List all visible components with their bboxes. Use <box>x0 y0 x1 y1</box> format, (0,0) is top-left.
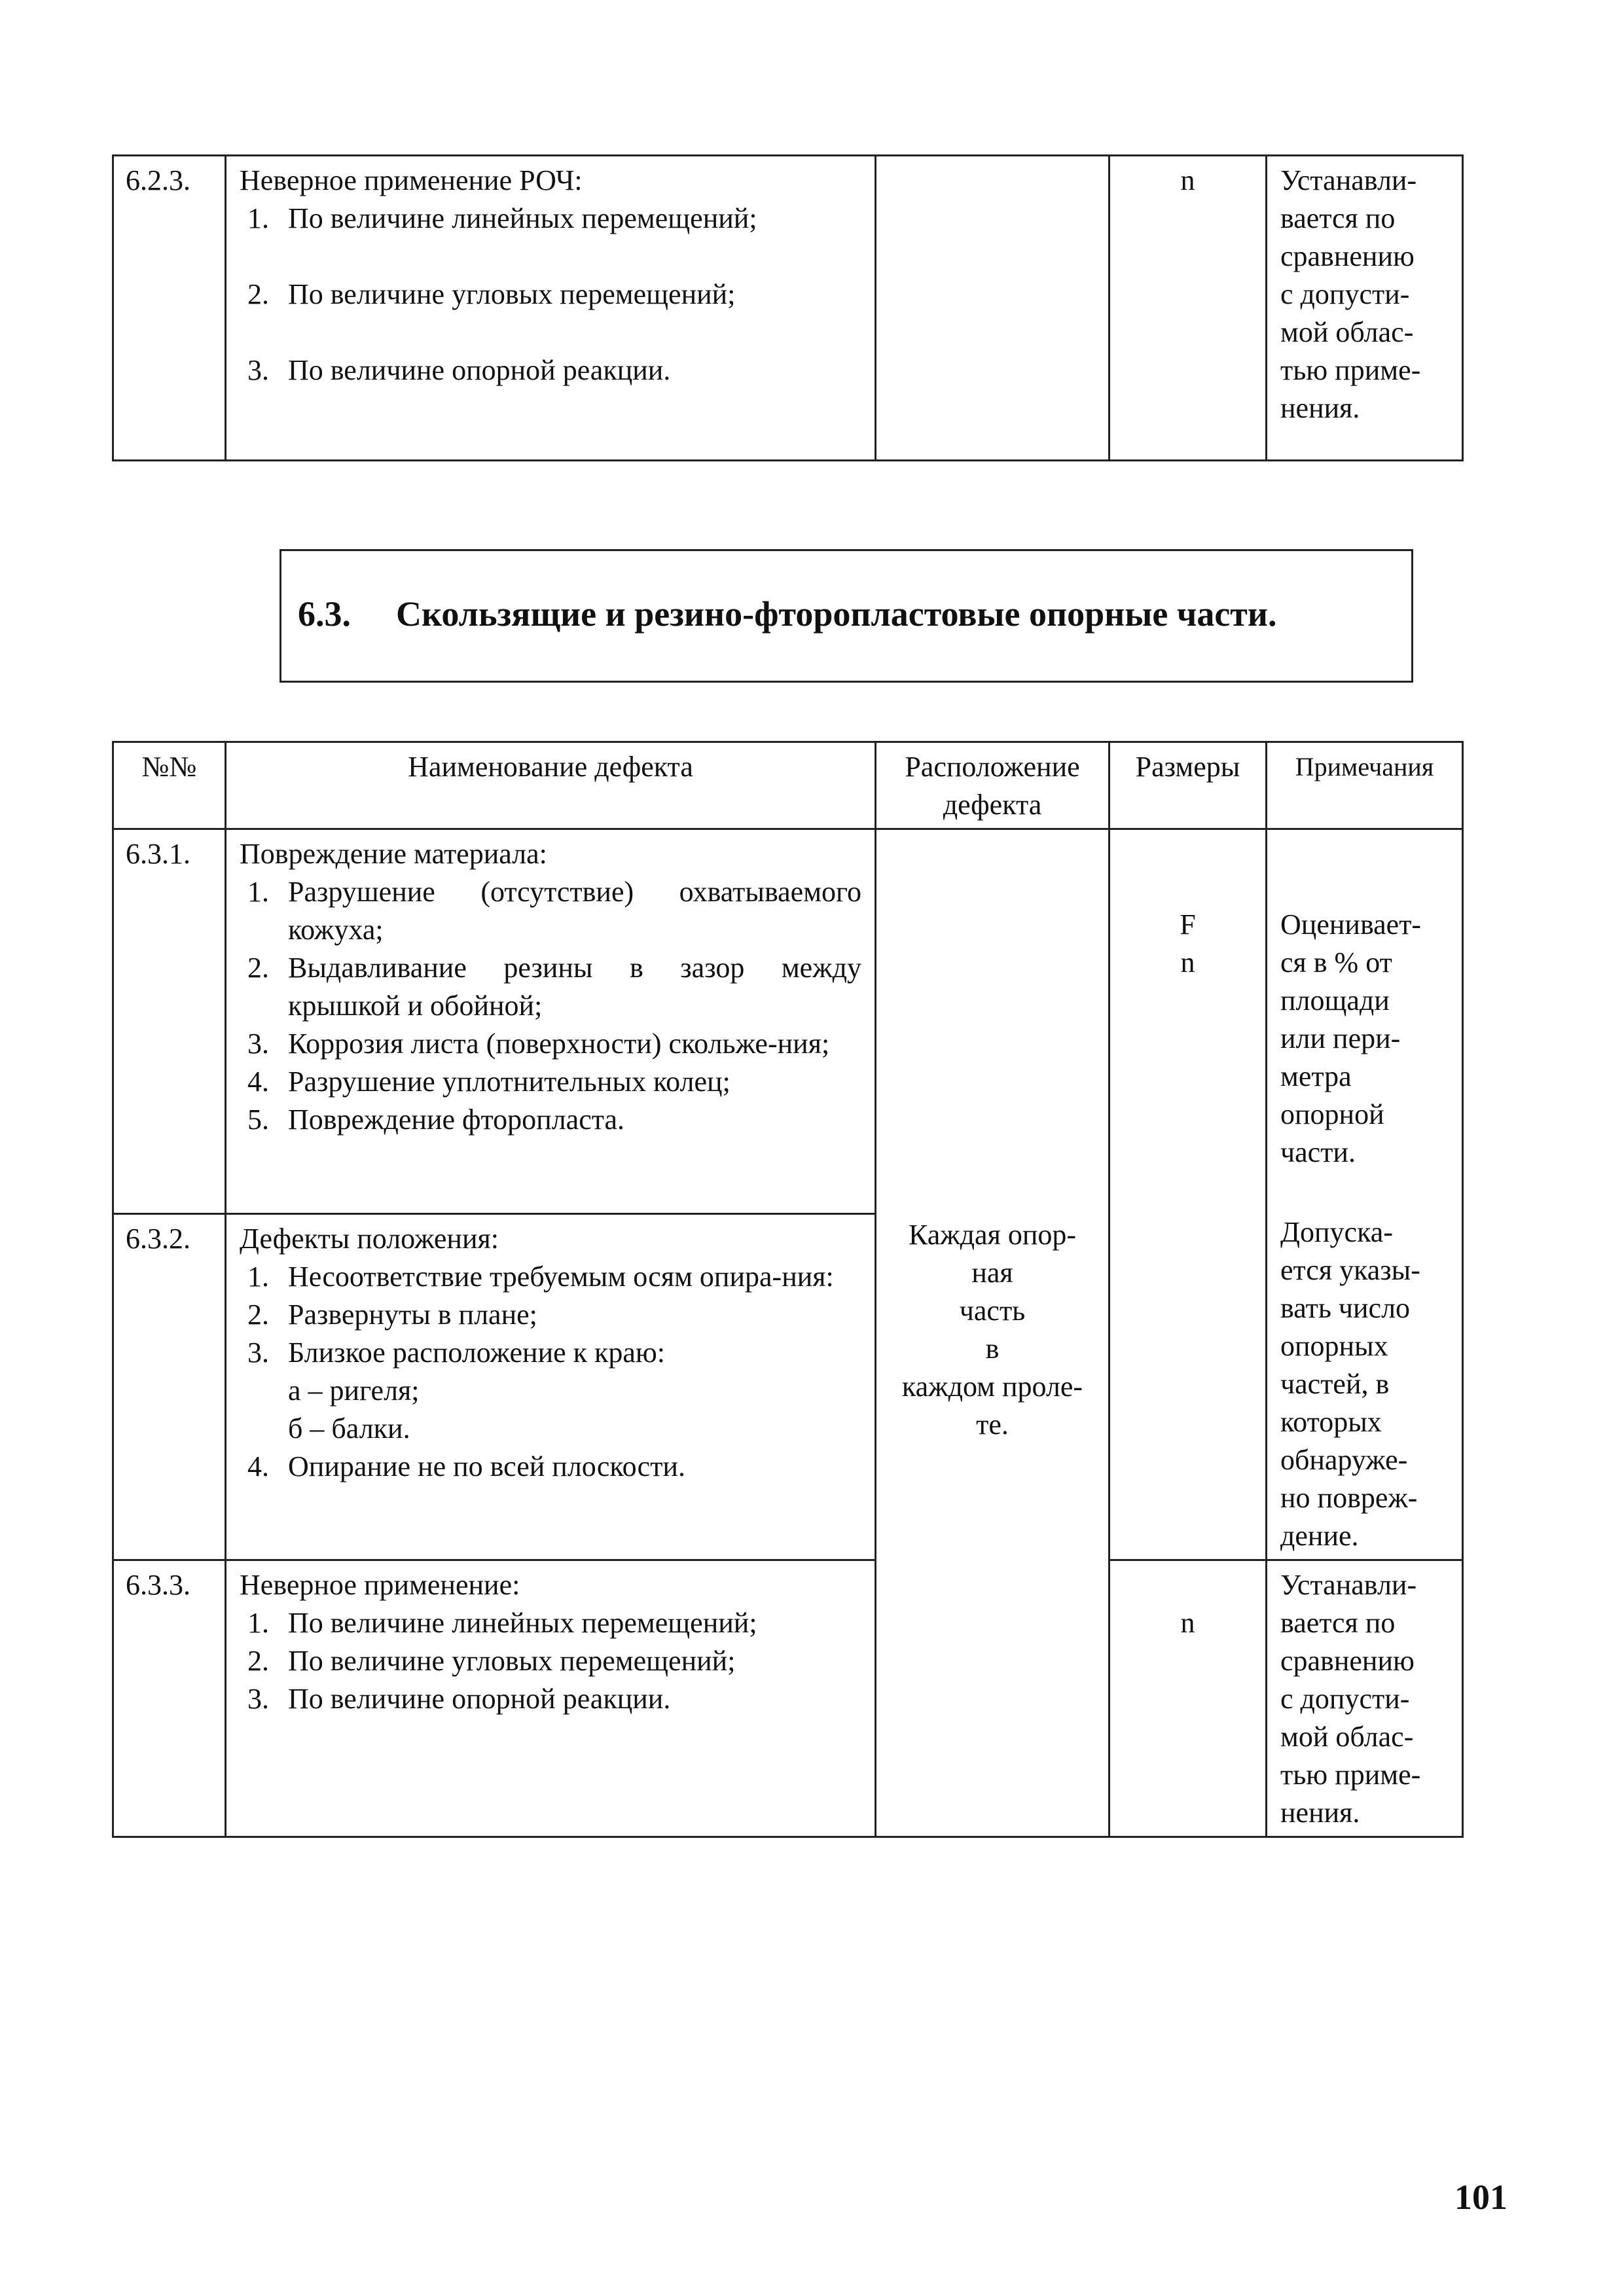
note-line: метра <box>1280 1060 1352 1092</box>
note-line: Устанавли- <box>1280 164 1417 196</box>
location-cell <box>876 829 1110 1837</box>
list-item: 3. По величине опорной реакции. <box>276 1680 861 1718</box>
note-line: которых <box>1280 1406 1382 1438</box>
size-cell: n <box>1110 156 1267 461</box>
note-block <box>1280 906 1449 1172</box>
row-number: 6.3.3. <box>113 1560 226 1837</box>
defect-name-cell <box>226 1560 876 1837</box>
list-item: 2. По величине угловых перемещений; <box>276 276 861 314</box>
location-cell <box>876 156 1110 461</box>
note-line: с допусти- <box>1280 278 1410 310</box>
list-item: 3. Коррозия листа (поверхности) скольже-ния; <box>276 1025 861 1063</box>
note-line: тью приме- <box>1280 1759 1421 1791</box>
header-location-line: Расположение <box>905 751 1080 783</box>
header-note: Примечания <box>1267 742 1463 829</box>
list-item: 4. Опирание не по всей плоскости. <box>276 1448 861 1486</box>
note-line: сравнению <box>1280 240 1415 272</box>
sub-item: а – ригеля; <box>288 1374 420 1407</box>
size-value: n <box>1180 946 1195 978</box>
list-item: 1. Несоответствие требуемым осям опира-ния: <box>276 1258 861 1296</box>
page-number: 101 <box>1454 2178 1507 2217</box>
header-size: Размеры <box>1110 742 1267 829</box>
list-item: 1. По величине линейных перемещений; <box>276 200 861 238</box>
note-line: части. <box>1280 1136 1356 1168</box>
list-item: 4. Разрушение уплотнительных колец; <box>276 1063 861 1101</box>
header-location-line: дефекта <box>943 789 1042 821</box>
size-cell <box>1110 1560 1267 1837</box>
table-row <box>113 156 1463 461</box>
defect-list <box>240 1604 861 1718</box>
defect-title: Неверное применение: <box>240 1569 520 1601</box>
note-line: нения. <box>1280 392 1360 424</box>
list-item-text: 3. Близкое расположение к краю: <box>288 1336 666 1369</box>
note-line: но повреж- <box>1280 1482 1418 1514</box>
header-location <box>876 742 1110 829</box>
defect-list <box>240 1258 861 1486</box>
list-item <box>276 1334 861 1448</box>
note-line: тью приме- <box>1280 354 1421 386</box>
header-number: №№ <box>113 742 226 829</box>
location-line: те. <box>976 1408 1009 1441</box>
defect-title: Дефекты положения: <box>240 1222 499 1255</box>
note-line: ся в % от <box>1280 946 1392 978</box>
table-header-row <box>113 742 1463 829</box>
note-line: опорных <box>1280 1330 1388 1362</box>
table-row <box>113 1560 1463 1837</box>
table-row <box>113 829 1463 1214</box>
list-item: 1. Разрушение (отсутствие) охватываемого кожуха; <box>276 873 861 949</box>
list-item: 3. По величине опорной реакции. <box>276 351 861 389</box>
location-line: в <box>985 1333 1000 1365</box>
defects-table <box>112 741 1464 1838</box>
row-number: 6.2.3. <box>113 156 226 461</box>
top-table <box>112 154 1464 461</box>
size-value: F <box>1180 908 1196 941</box>
note-line: вается по <box>1280 1607 1396 1639</box>
note-line: частей, в <box>1280 1368 1390 1400</box>
note-line: мой облас- <box>1280 1721 1414 1753</box>
note-line: ется указы- <box>1280 1254 1420 1286</box>
list-item: 2. Выдавливание резины в зазор между крышкой и обойной; <box>276 949 861 1025</box>
sub-item: б – балки. <box>288 1412 410 1444</box>
defect-name-cell <box>226 156 876 461</box>
location-line: часть <box>959 1295 1026 1327</box>
note-line: сравнению <box>1280 1645 1415 1677</box>
defect-list <box>240 200 861 389</box>
note-line: Устанавли- <box>1280 1569 1417 1601</box>
list-item: 5. Повреждение фторопласта. <box>276 1101 861 1139</box>
note-line: Допуска- <box>1280 1216 1393 1248</box>
note-cell <box>1267 156 1463 461</box>
note-line: вается по <box>1280 202 1396 234</box>
location-line: Каждая опор- <box>908 1219 1077 1251</box>
location-line: ная <box>971 1257 1013 1289</box>
note-line: дение. <box>1280 1520 1359 1552</box>
note-line: обнаруже- <box>1280 1444 1408 1476</box>
defect-title: Неверное применение РОЧ: <box>240 164 583 196</box>
note-cell <box>1267 1560 1463 1837</box>
defect-name-cell <box>226 1213 876 1560</box>
list-item: 1. По величине линейных перемещений; <box>276 1604 861 1642</box>
defect-list <box>240 873 861 1139</box>
row-number: 6.3.1. <box>113 829 226 1214</box>
header-defect-name: Наименование дефекта <box>226 742 876 829</box>
list-item: 2. По величине угловых перемещений; <box>276 1642 861 1680</box>
note-line: площади <box>1280 984 1390 1016</box>
location-line: каждом проле- <box>901 1371 1083 1403</box>
section-heading-box <box>280 549 1413 683</box>
note-line: опорной <box>1280 1098 1384 1130</box>
defect-name-cell <box>226 829 876 1214</box>
section-number: 6.3. <box>298 594 351 634</box>
row-number: 6.3.2. <box>113 1213 226 1560</box>
note-line: с допусти- <box>1280 1683 1410 1715</box>
size-value: n <box>1180 1607 1195 1639</box>
note-line: или пери- <box>1280 1022 1401 1054</box>
note-line: вать число <box>1280 1292 1411 1324</box>
note-line: Оценивает- <box>1280 908 1422 941</box>
note-line: мой облас- <box>1280 316 1414 348</box>
size-cell <box>1110 829 1267 1560</box>
defect-title: Повреждение материала: <box>240 838 547 870</box>
note-line: нения. <box>1280 1797 1360 1829</box>
list-item: 2. Развернуты в плане; <box>276 1296 861 1334</box>
note-cell <box>1267 829 1463 1560</box>
section-title: Скользящие и резино-фторопластовые опорные части. <box>396 594 1277 634</box>
note-block <box>1280 1213 1449 1555</box>
